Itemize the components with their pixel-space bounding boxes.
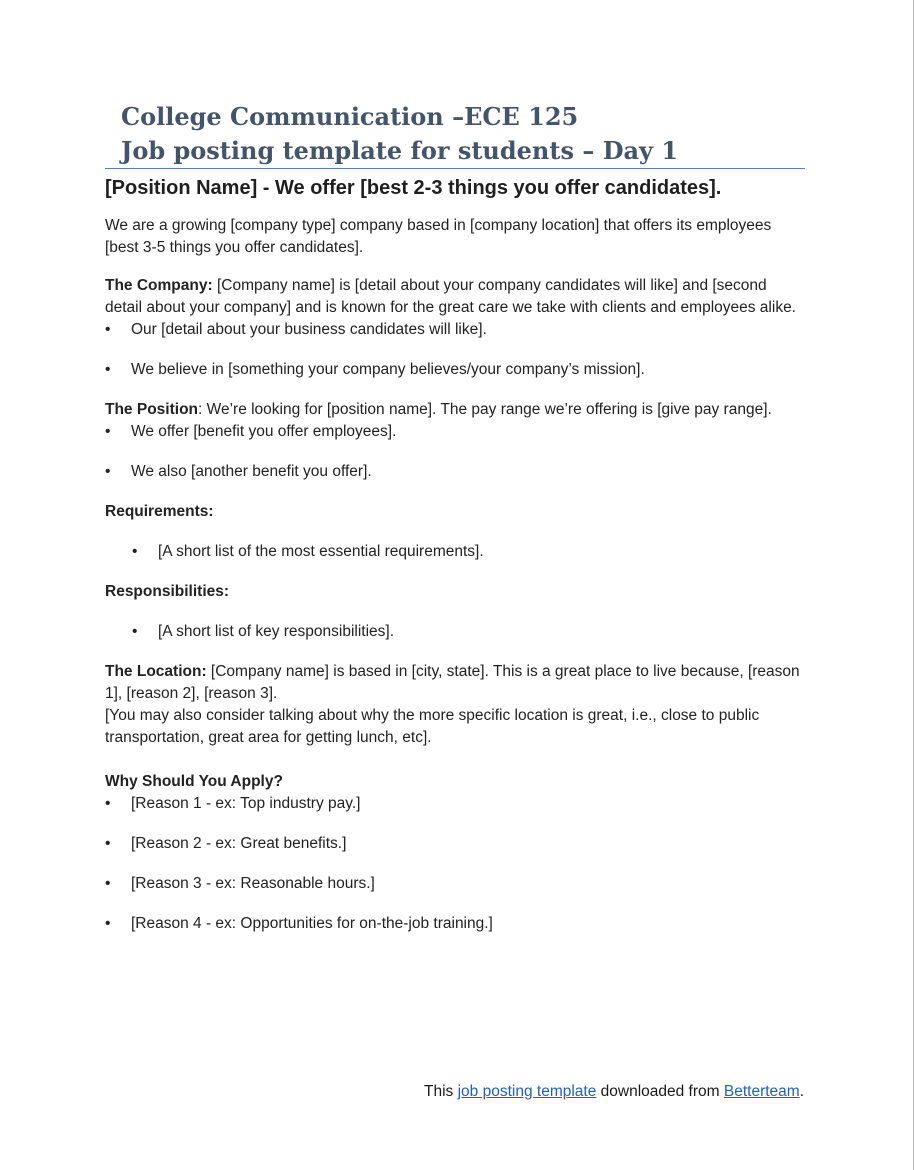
document-title (121, 100, 805, 168)
list-item: • [Reason 4 - ex: Opportunities for on-the-job training.] (105, 913, 805, 935)
requirements-heading: Requirements: (105, 503, 214, 520)
location-extra: [You may also consider talking about why the more specific location is great, i.e., close to public transportation, great area for getting lunch, etc]. (105, 707, 760, 746)
list-item: • [A short list of key responsibilities]. (105, 621, 805, 643)
responsibilities-heading: Responsibilities: (105, 583, 230, 600)
company-paragraph (105, 275, 805, 319)
position-headline: [Position Name] - We offer [best 2-3 things you offer candidates]. (105, 177, 722, 199)
company-label: The Company: (105, 277, 213, 294)
list-item: • [Reason 1 - ex: Top industry pay.] (105, 793, 805, 815)
why-apply-heading: Why Should You Apply? (105, 773, 283, 790)
position-list (105, 421, 805, 483)
list-item: • [Reason 2 - ex: Great benefits.] (105, 833, 805, 855)
company-list (105, 319, 805, 381)
document-body (105, 100, 805, 953)
list-item: • [Reason 3 - ex: Reasonable hours.] (105, 873, 805, 895)
location-label: The Location: (105, 663, 207, 680)
intro-paragraph: We are a growing [company type] company based in [company location] that offers its employees [best 3-5 things you offer candidates]. (105, 217, 772, 256)
list-item: • We also [another benefit you offer]. (105, 461, 805, 483)
position-text: : We’re looking for [position name]. The pay range we’re offering is [give pay range]. (198, 401, 772, 418)
list-item: • We believe in [something your company believes/your company’s mission]. (105, 359, 805, 381)
list-item: • Our [detail about your business candidates will like]. (105, 319, 805, 341)
betterteam-link[interactable]: Betterteam (723, 1083, 800, 1100)
title-line-1: College Communication –ECE 125 (121, 102, 579, 131)
requirements-list (105, 541, 805, 563)
footer-suffix: . (799, 1083, 804, 1100)
title-line-2: Job posting template for students – Day 1 (121, 136, 679, 165)
footer-credit (424, 1081, 804, 1103)
job-posting-template-link[interactable]: job posting template (457, 1083, 597, 1100)
list-item: • [A short list of the most essential requirements]. (105, 541, 805, 563)
why-apply-list (105, 793, 805, 935)
location-paragraph (105, 661, 805, 705)
list-item: • We offer [benefit you offer employees]. (105, 421, 805, 443)
title-underline (105, 168, 805, 169)
position-paragraph (105, 399, 805, 421)
footer-middle: downloaded from (596, 1083, 724, 1100)
location-text: [Company name] is based in [city, state]. This is a great place to live because, [reason 1], [reason 2], [reason 3]. (105, 663, 800, 702)
position-label: The Position (105, 401, 198, 418)
footer-prefix: This (424, 1083, 458, 1100)
company-text: [Company name] is [detail about your company candidates will like] and [second detail about your company] and is known for the great care we take with clients and employees alike. (105, 277, 796, 316)
responsibilities-list (105, 621, 805, 643)
